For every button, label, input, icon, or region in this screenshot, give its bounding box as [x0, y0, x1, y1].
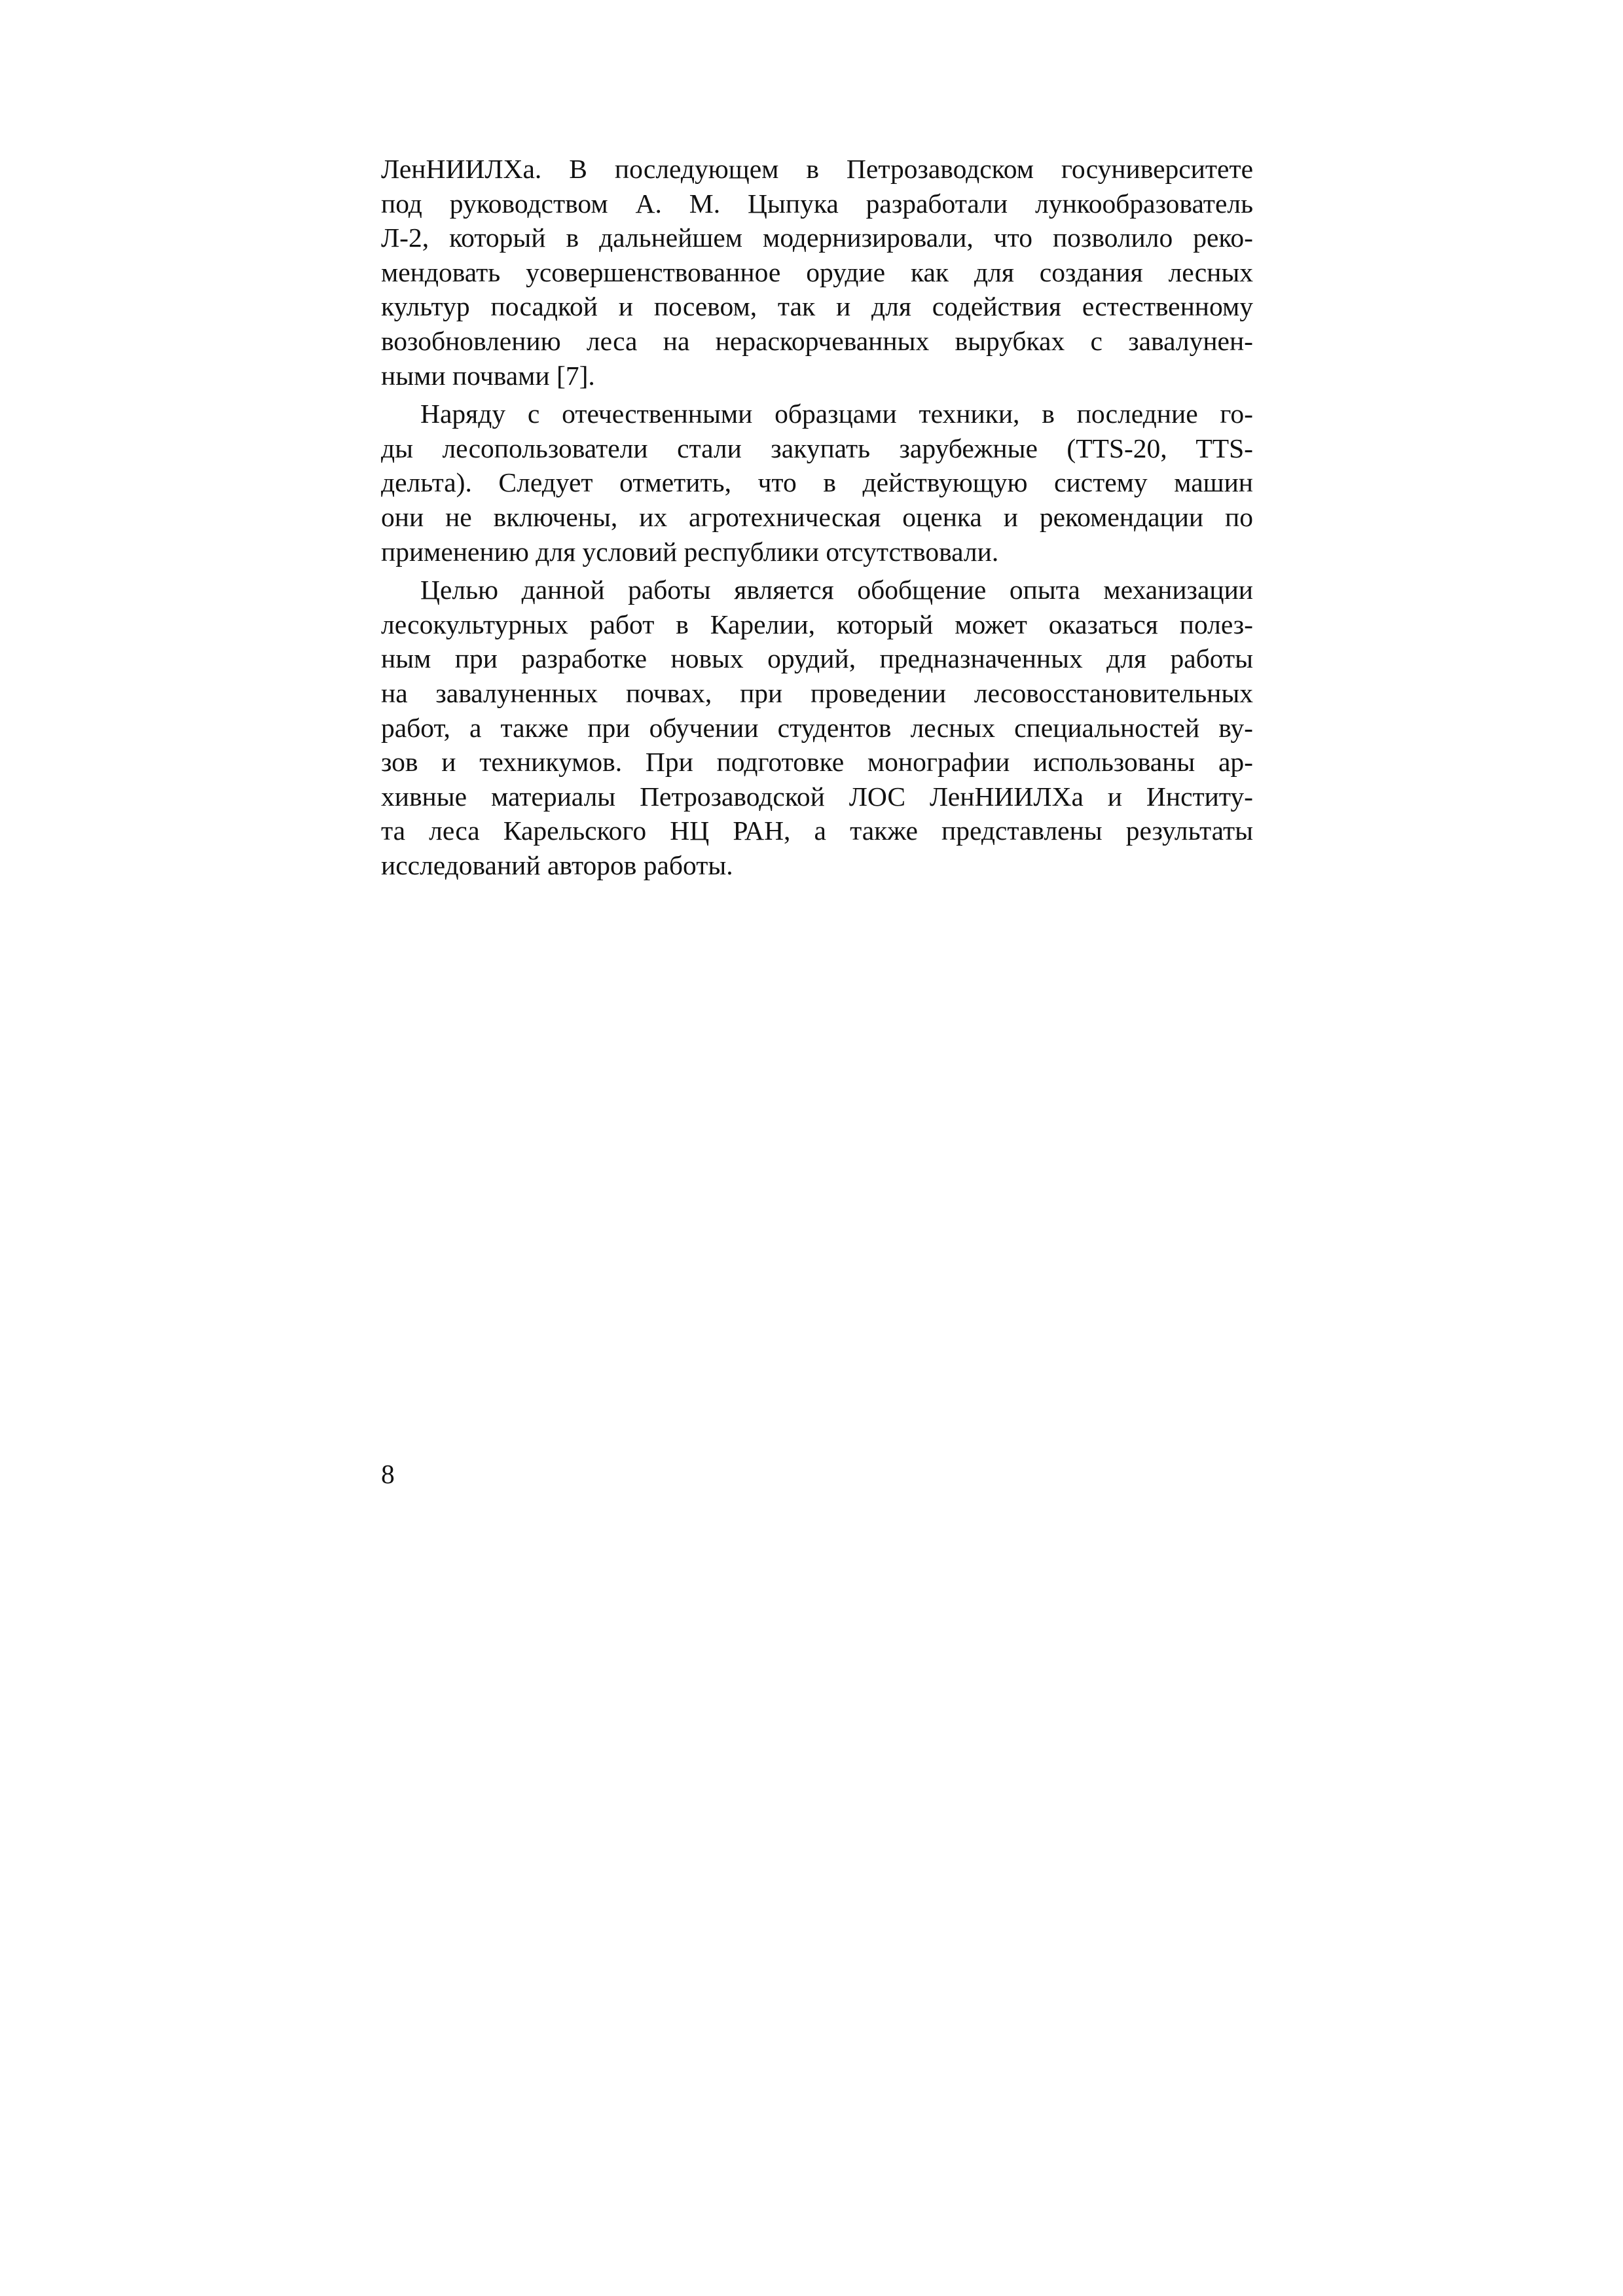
text-line: ным при разработке новых орудий, предназначенных для работы [381, 643, 1253, 674]
text-line: под руководством А. М. Цыпука разработали лункообразователь [381, 188, 1253, 219]
text-line: на завалуненных почвах, при проведении лесовосстановительных [381, 677, 1253, 708]
body-text [381, 152, 1253, 882]
text-line: Л-2, который в дальнейшем модернизировали, что позволило реко- [381, 223, 1253, 253]
text-line: ными почвами [7]. [381, 360, 595, 391]
text-line: ЛенНИИЛХа. В последующем в Петрозаводском госуниверситете [381, 154, 1253, 184]
paragraph-2 [381, 397, 1253, 569]
text-line: возобновлению леса на нераскорчеванных вырубках с завалунен- [381, 325, 1253, 356]
paragraph-1 [381, 152, 1253, 393]
text-line: Наряду с отечественными образцами техники, в последние го- [420, 399, 1253, 429]
text-line: Целью данной работы является обобщение опыта механизации [420, 575, 1253, 605]
paragraph-3 [381, 573, 1253, 882]
page-number: 8 [381, 1459, 395, 1489]
text-line: исследований авторов работы. [381, 850, 733, 880]
text-line: хивные материалы Петрозаводской ЛОС ЛенНИИЛХа и Институ- [381, 781, 1253, 812]
text-line: та леса Карельского НЦ РАН, а также представлены результаты [381, 816, 1253, 846]
text-line: они не включены, их агротехническая оценка и рекомендации по [381, 501, 1253, 532]
text-line: мендовать усовершенствованное орудие как для создания лесных [381, 257, 1253, 287]
text-line: ды лесопользователи стали закупать зарубежные (TTS-20, TTS- [381, 433, 1253, 463]
text-line: дельта). Следует отметить, что в действующую систему машин [381, 467, 1253, 498]
text-line: работ, а также при обучении студентов лесных специальностей ву- [381, 712, 1253, 743]
text-line: применению для условий республики отсутствовали. [381, 536, 999, 567]
text-line: зов и техникумов. При подготовке монографии использованы ар- [381, 747, 1253, 778]
text-line: лесокультурных работ в Карелии, который может оказаться полез- [381, 609, 1253, 639]
text-line: культур посадкой и посевом, так и для содействия естественному [381, 291, 1253, 322]
